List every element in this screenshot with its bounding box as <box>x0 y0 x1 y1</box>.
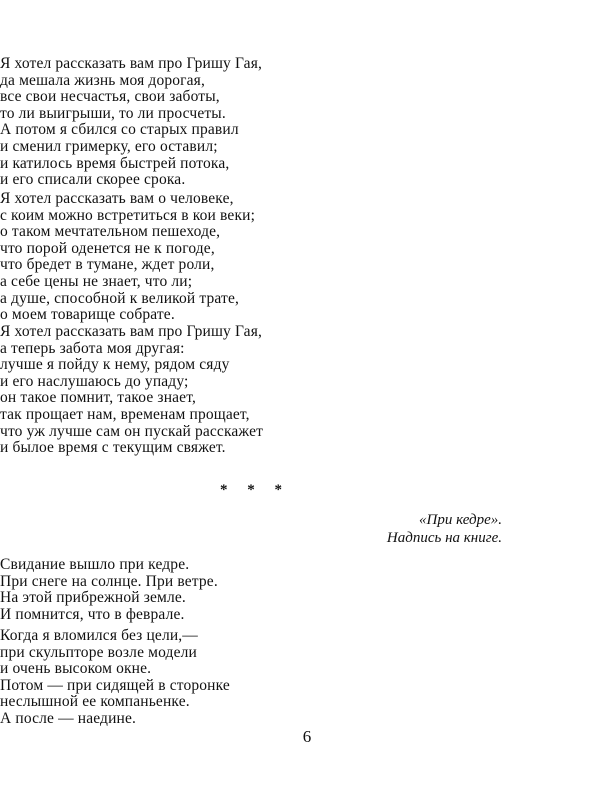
poem-line: Потом — при сидящей в сторонке <box>0 676 230 694</box>
poem-line: о моем товарище собрате. <box>0 306 175 324</box>
poem-line: и его списали скорее срока. <box>0 171 186 189</box>
poem-line: И помнится, что в феврале. <box>0 605 185 623</box>
poem-line: При снеге на солнце. При ветре. <box>0 572 218 590</box>
poem-line: и его наслушаюсь до упаду; <box>0 372 189 390</box>
poem-line: неслышной ее компаньенке. <box>0 693 190 711</box>
poem-line: На этой прибрежной земле. <box>0 589 186 607</box>
epigraph-subtitle: Надпись на книге. <box>386 530 502 546</box>
epigraph-title: «При кедре». <box>418 512 502 528</box>
page-number: 6 <box>302 727 312 746</box>
stanza-2 <box>0 191 255 324</box>
poem-line: А потом я сбился со старых правил <box>0 121 239 139</box>
poem-line: все свои несчастья, свои заботы, <box>0 88 220 106</box>
poem-line: что порой оденется не к погоде, <box>0 239 215 257</box>
stanza-1 <box>0 56 262 189</box>
epigraph <box>387 511 502 547</box>
poem-line: Я хотел рассказать вам про Гришу Гая, <box>0 323 263 340</box>
stanza-1 <box>0 557 218 623</box>
poem-line: что бредет в тумане, ждет роли, <box>0 256 215 274</box>
poem-line: то ли выигрыши, то ли просчеты. <box>0 104 226 122</box>
poem-line: да мешала жизнь моя дорогая, <box>0 71 205 89</box>
poem-line: о таком мечтательном пешеходе, <box>0 223 221 241</box>
poem-line: Когда я вломился без цели,— <box>0 627 198 644</box>
poem-line: он такое помнит, такое знает, <box>0 389 196 407</box>
poem-line: и былое время с текущим свяжет. <box>0 439 226 457</box>
poem-line: при скульпторе возле модели <box>0 643 197 661</box>
poem-line: и сменил гримерку, его оставил; <box>0 137 218 155</box>
poem-line: Я хотел рассказать вам о человеке, <box>0 190 234 207</box>
poem-line: Я хотел рассказать вам про Гришу Гая, <box>0 55 263 72</box>
poem-line: что уж лучше сам он пускай расскажет <box>0 422 264 440</box>
poem-line: а теперь забота моя другая: <box>0 339 185 357</box>
poem-line: с коим можно встретиться в кои веки; <box>0 206 256 224</box>
stanza-2 <box>0 628 230 728</box>
poem-line: и катилось время быстрей потока, <box>0 154 230 172</box>
poem-line: а душе, способной к великой трате, <box>0 289 240 307</box>
stanza-3 <box>0 324 263 457</box>
poem-line: А после — наедине. <box>0 709 137 727</box>
section-separator: * * * <box>220 482 290 498</box>
poem-line: и очень высоком окне. <box>0 660 152 678</box>
poem-line: Свидание вышло при кедре. <box>0 556 190 573</box>
poem-line: лучше я пойду к нему, рядом сяду <box>0 356 230 374</box>
poem-line: так прощает нам, временам прощает, <box>0 405 250 423</box>
poem-line: а себе цены не знает, что ли; <box>0 272 193 290</box>
